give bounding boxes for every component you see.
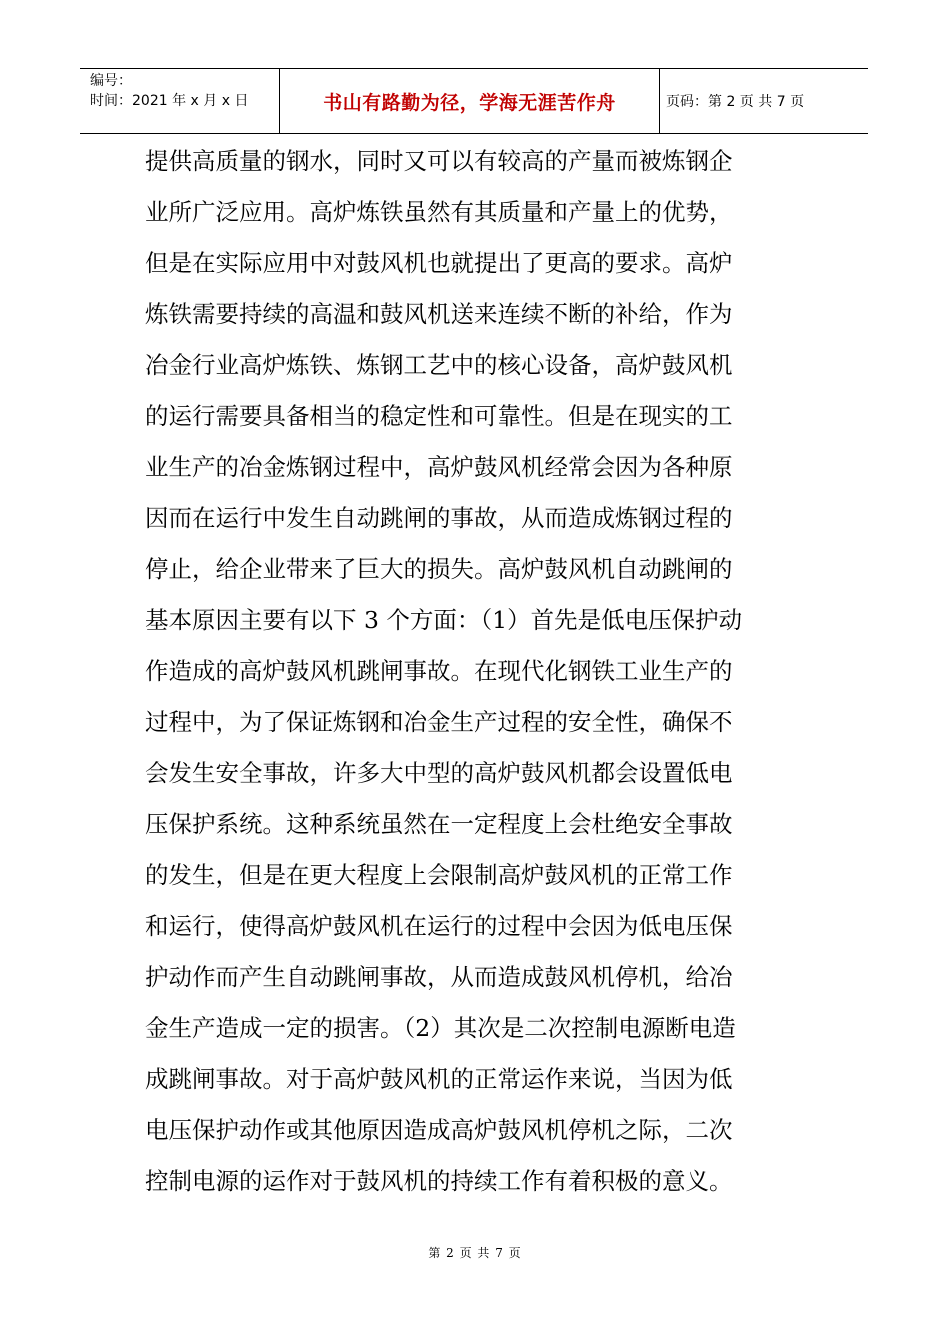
body-line: 压保护系统。这种系统虽然在一定程度上会杜绝安全事故 xyxy=(145,810,733,838)
body-line: 的运行需要具备相当的稳定性和可靠性。但是在现实的工 xyxy=(145,402,733,430)
document-number-label: 编号： xyxy=(90,73,132,89)
body-line: 会发生安全事故，许多大中型的高炉鼓风机都会设置低电 xyxy=(145,759,733,787)
body-line: 业所广泛应用。高炉炼铁虽然有其质量和产量上的优势， xyxy=(145,198,733,226)
header-page-info: 页码：第 2 页 共 7 页 xyxy=(666,94,805,110)
header-motto: 书山有路勤为径，学海无涯苦作舟 xyxy=(280,69,660,133)
body-line: 作造成的高炉鼓风机跳闸事故。在现代化钢铁工业生产的 xyxy=(145,657,733,685)
body-line: 和运行，使得高炉鼓风机在运行的过程中会因为低电压保 xyxy=(145,912,733,940)
body-line: 电压保护动作或其他原因造成高炉鼓风机停机之际，二次 xyxy=(145,1116,733,1144)
body-line: 成跳闸事故。对于高炉鼓风机的正常运作来说，当因为低 xyxy=(145,1065,733,1093)
body-line: 基本原因主要有以下 3 个方面：（1）首先是低电压保护动 xyxy=(145,606,743,634)
body-line: 的发生，但是在更大程度上会限制高炉鼓风机的正常工作 xyxy=(145,861,733,889)
body-line: 业生产的冶金炼钢过程中，高炉鼓风机经常会因为各种原 xyxy=(145,453,733,481)
document-time-label: 时间：2021 年 x 月 x 日 xyxy=(90,93,249,109)
body-line: 因而在运行中发生自动跳闸的事故，从而造成炼钢过程的 xyxy=(145,504,733,532)
page-footer: 第 2 页 共 7 页 xyxy=(428,1246,522,1260)
body-line: 控制电源的运作对于鼓风机的持续工作有着积极的意义。 xyxy=(145,1167,733,1195)
body-line: 提供高质量的钢水，同时又可以有较高的产量而被炼钢企 xyxy=(145,147,733,175)
page-header xyxy=(80,68,868,134)
body-line: 停止，给企业带来了巨大的损失。高炉鼓风机自动跳闸的 xyxy=(145,555,733,583)
body-line: 金生产造成一定的损害。（2）其次是二次控制电源断电造 xyxy=(145,1014,736,1042)
body-line: 但是在实际应用中对鼓风机也就提出了更高的要求。高炉 xyxy=(145,249,733,277)
body-line: 炼铁需要持续的高温和鼓风机送来连续不断的补给，作为 xyxy=(145,300,733,328)
body-line: 护动作而产生自动跳闸事故，从而造成鼓风机停机，给冶 xyxy=(145,963,733,991)
body-line: 冶金行业高炉炼铁、炼钢工艺中的核心设备，高炉鼓风机 xyxy=(145,351,733,379)
document-body xyxy=(145,136,825,1207)
header-meta xyxy=(80,69,280,133)
body-line: 过程中，为了保证炼钢和冶金生产过程的安全性，确保不 xyxy=(145,708,733,736)
